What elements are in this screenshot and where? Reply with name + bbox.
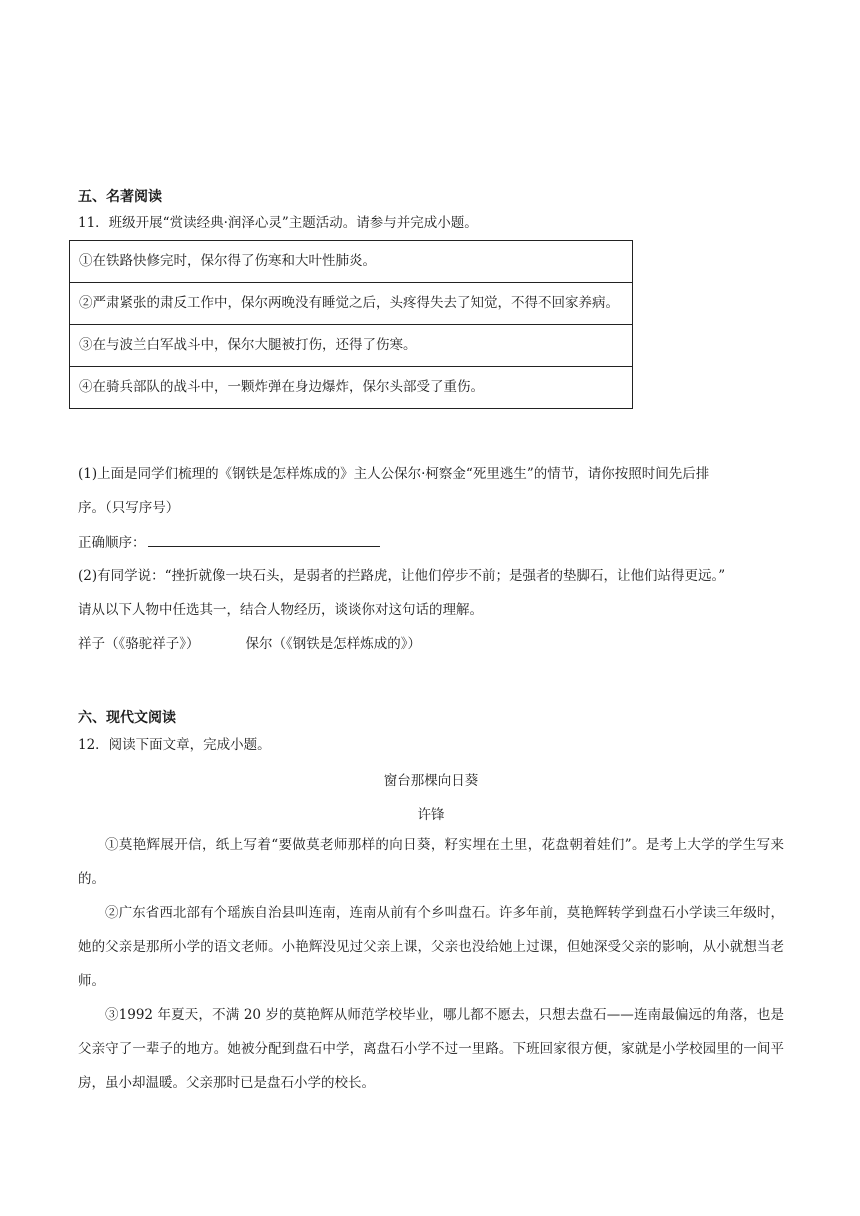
- question-11-intro: 11．班级开展“赏读经典·润泽心灵”主题活动。请参与并完成小题。: [78, 215, 478, 231]
- subquestion-1-line-1: (1)上面是同学们梳理的《钢铁是怎样炼成的》主人公保尔·柯察金“死里逃生”的情节，请你按照时间先后排: [78, 466, 710, 482]
- event-1: ①在铁路快修完时，保尔得了伤寒和大叶性肺炎。: [70, 241, 633, 283]
- event-2: ②严肃紧张的肃反工作中，保尔两晚没有睡觉之后，头疼得失去了知觉，不得不回家养病。: [70, 283, 633, 325]
- answer-label: 正确顺序：: [78, 535, 146, 551]
- article-paragraph-1: ①莫艳辉展开信，纸上写着“要做莫老师那样的向日葵，籽实埋在土里，花盘朝着娃们”。是考上大学的学生写来的。: [78, 837, 784, 887]
- article-title: 窗台那棵向日葵: [383, 773, 479, 789]
- subquestion-1-line-2: 序。（只写序号）: [78, 500, 180, 516]
- article-author: 许锋: [417, 807, 445, 823]
- section-five-title: 五、名著阅读: [78, 189, 162, 205]
- answer-blank[interactable]: [148, 532, 380, 547]
- character-options: [78, 634, 421, 654]
- article-paragraph-2: ②广东省西北部有个瑶族自治县叫连南，连南从前有个乡叫盘石。许多年前，莫艳辉转学到盘石小学读三年级时，她的父亲是那所小学的语文老师。小艳辉没见过父亲上课，父亲也没给她上过课，但她深受父亲的影响，从小就想当老师。: [78, 905, 784, 989]
- answer-row: [78, 532, 380, 553]
- question-12-intro: 12．阅读下面文章，完成小题。: [78, 737, 271, 753]
- subquestion-2-line-1: (2)有同学说：“挫折就像一块石头，是弱者的拦路虎，让他们停步不前；是强者的垫脚石，让他们站得更远。”: [78, 568, 726, 584]
- event-3: ③在与波兰白军战斗中，保尔大腿被打伤，还得了伤寒。: [70, 325, 633, 367]
- option-xiangzi: 祥子（《骆驼祥子》）: [78, 636, 200, 652]
- article-paragraph-3: ③1992 年夏天，不满 20 岁的莫艳辉从师范学校毕业，哪儿都不愿去，只想去盘石——连南最偏远的角落，也是父亲守了一辈子的地方。她被分配到盘石中学，离盘石小学不过一里路。下班回家很方便，家就是小学校园里的一间平房，虽小却温暖。父亲那时已是盘石小学的校长。: [78, 1007, 784, 1091]
- event-4: ④在骑兵部队的战斗中，一颗炸弹在身边爆炸，保尔头部受了重伤。: [70, 367, 633, 409]
- option-paul: 保尔（《钢铁是怎样炼成的》）: [245, 636, 421, 652]
- section-six-title: 六、现代文阅读: [78, 710, 176, 726]
- subquestion-2-line-2: 请从以下人物中任选其一，结合人物经历，谈谈你对这句话的理解。: [78, 602, 483, 618]
- events-table: [69, 240, 633, 409]
